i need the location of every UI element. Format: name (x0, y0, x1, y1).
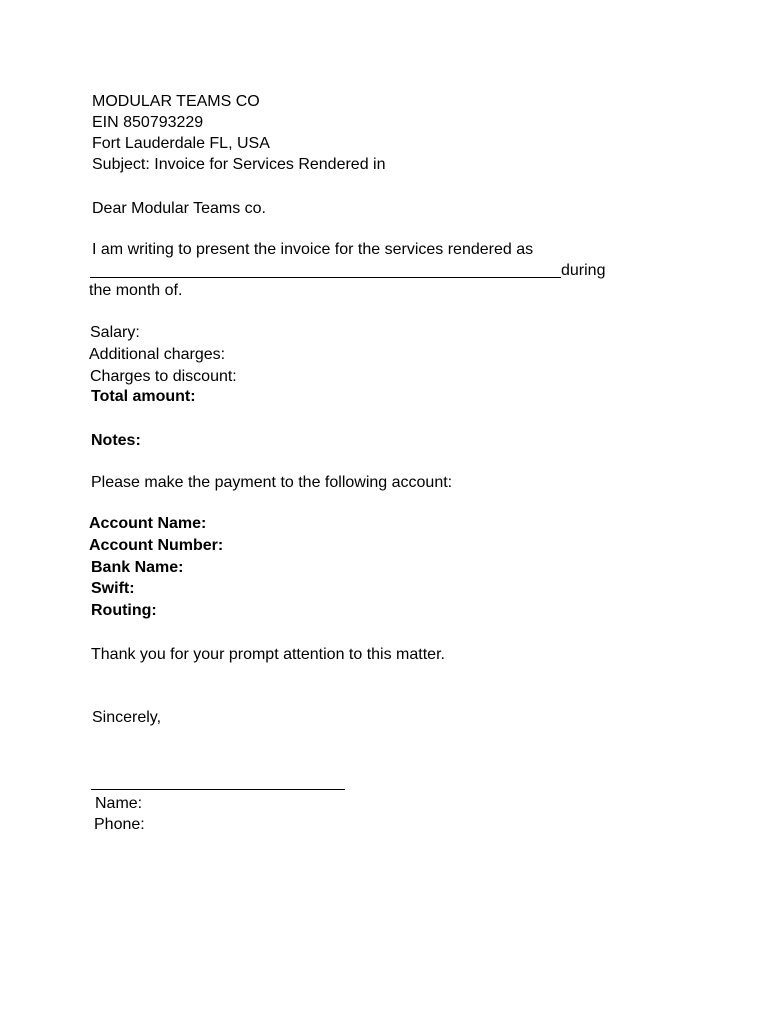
salutation: Dear Modular Teams co. (92, 200, 266, 217)
intro-month-line: the month of. (89, 282, 183, 299)
company-location: Fort Lauderdale FL, USA (92, 135, 270, 152)
intro-line: I am writing to present the invoice for the services rendered as (92, 241, 534, 258)
additional-charges-label: Additional charges: (89, 346, 226, 363)
signer-name-label: Name: (95, 795, 143, 812)
services-blank-line (90, 277, 561, 278)
routing-label: Routing: (91, 602, 157, 619)
notes-label: Notes: (91, 432, 141, 449)
payment-intro: Please make the payment to the following account: (91, 474, 453, 491)
total-amount-label: Total amount: (91, 388, 196, 405)
account-number-label: Account Number: (89, 537, 224, 554)
intro-during: during (561, 262, 606, 279)
subject-line: Subject: Invoice for Services Rendered in (92, 156, 386, 173)
salary-label: Salary: (90, 324, 140, 341)
signer-phone-label: Phone: (94, 816, 145, 833)
bank-name-label: Bank Name: (91, 559, 184, 576)
closing: Sincerely, (92, 709, 162, 726)
account-name-label: Account Name: (89, 515, 207, 532)
swift-label: Swift: (91, 580, 135, 597)
signature-line (91, 789, 345, 790)
ein-number: EIN 850793229 (92, 114, 204, 131)
discount-charges-label: Charges to discount: (90, 368, 237, 385)
thank-you-line: Thank you for your prompt attention to this matter. (91, 646, 445, 663)
company-name: MODULAR TEAMS CO (92, 93, 260, 110)
